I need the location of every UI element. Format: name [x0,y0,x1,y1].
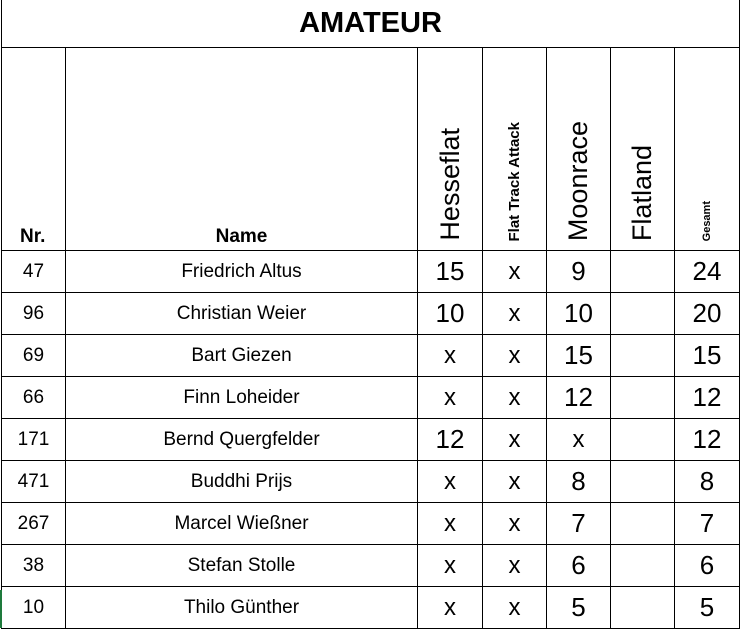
cell-flat-track-attack[interactable]: x [483,503,547,545]
header-hesseflat[interactable] [418,48,483,251]
cell-selection-edge [0,590,2,628]
cell-nr[interactable]: 66 [2,377,66,419]
cell-flatland[interactable] [611,293,675,335]
header-name[interactable]: Name [66,48,418,251]
cell-moonrace[interactable]: 9 [547,251,611,293]
cell-gesamt[interactable]: 15 [675,335,740,377]
header-gesamt-label: Gesamt [701,200,713,241]
cell-nr[interactable]: 171 [2,419,66,461]
cell-flat-track-attack[interactable]: x [483,293,547,335]
table-row [2,503,740,545]
cell-name[interactable]: Buddhi Prijs [66,461,418,503]
cell-moonrace[interactable]: x [547,419,611,461]
header-moonrace-label: Moonrace [563,120,593,241]
cell-flat-track-attack[interactable]: x [483,545,547,587]
cell-hesseflat[interactable]: 12 [418,419,483,461]
table-row [2,377,740,419]
cell-hesseflat[interactable]: x [418,587,483,629]
cell-nr[interactable]: 38 [2,545,66,587]
table-row [2,461,740,503]
cell-gesamt[interactable]: 6 [675,545,740,587]
table-row [2,335,740,377]
cell-hesseflat[interactable]: x [418,461,483,503]
cell-flatland[interactable] [611,251,675,293]
cell-hesseflat[interactable]: x [418,335,483,377]
cell-name[interactable]: Stefan Stolle [66,545,418,587]
cell-hesseflat[interactable]: 10 [418,293,483,335]
cell-gesamt[interactable]: 12 [675,419,740,461]
cell-flatland[interactable] [611,587,675,629]
header-moonrace[interactable] [547,48,611,251]
cell-hesseflat[interactable]: x [418,377,483,419]
header-row [2,48,740,251]
cell-gesamt[interactable]: 7 [675,503,740,545]
cell-nr[interactable]: 47 [2,251,66,293]
header-flatland[interactable] [611,48,675,251]
cell-gesamt[interactable]: 20 [675,293,740,335]
cell-moonrace[interactable]: 6 [547,545,611,587]
cell-flat-track-attack[interactable]: x [483,587,547,629]
cell-nr[interactable]: 69 [2,335,66,377]
cell-nr[interactable]: 471 [2,461,66,503]
cell-moonrace[interactable]: 15 [547,335,611,377]
cell-nr[interactable]: 10 [2,587,66,629]
cell-moonrace[interactable]: 8 [547,461,611,503]
cell-flatland[interactable] [611,377,675,419]
cell-flat-track-attack[interactable]: x [483,335,547,377]
cell-name[interactable]: Finn Loheider [66,377,418,419]
cell-gesamt[interactable]: 8 [675,461,740,503]
header-flat-track-attack[interactable] [483,48,547,251]
cell-name[interactable]: Friedrich Altus [66,251,418,293]
cell-flatland[interactable] [611,545,675,587]
cell-hesseflat[interactable]: x [418,545,483,587]
table-row [2,545,740,587]
cell-moonrace[interactable]: 10 [547,293,611,335]
header-gesamt[interactable] [675,48,740,251]
cell-gesamt[interactable]: 24 [675,251,740,293]
table-row [2,419,740,461]
cell-flatland[interactable] [611,335,675,377]
cell-flatland[interactable] [611,419,675,461]
cell-gesamt[interactable]: 5 [675,587,740,629]
table-title[interactable]: AMATEUR [2,0,740,48]
title-row [2,0,740,48]
header-nr[interactable]: Nr. [2,48,66,251]
cell-moonrace[interactable]: 7 [547,503,611,545]
cell-nr[interactable]: 96 [2,293,66,335]
cell-moonrace[interactable]: 12 [547,377,611,419]
cell-nr[interactable]: 267 [2,503,66,545]
cell-name[interactable]: Marcel Wießner [66,503,418,545]
header-flat-track-attack-label: Flat Track Attack [506,121,523,241]
cell-name[interactable]: Christian Weier [66,293,418,335]
header-flatland-label: Flatland [627,144,657,241]
cell-flat-track-attack[interactable]: x [483,461,547,503]
cell-moonrace[interactable]: 5 [547,587,611,629]
cell-gesamt[interactable]: 12 [675,377,740,419]
cell-flatland[interactable] [611,503,675,545]
table-row [2,251,740,293]
cell-name[interactable]: Bart Giezen [66,335,418,377]
table-row [2,587,740,629]
cell-hesseflat[interactable]: x [418,503,483,545]
header-hesseflat-label: Hesseflat [434,128,465,241]
table-row [2,293,740,335]
cell-flat-track-attack[interactable]: x [483,377,547,419]
cell-name[interactable]: Thilo Günther [66,587,418,629]
cell-flatland[interactable] [611,461,675,503]
cell-hesseflat[interactable]: 15 [418,251,483,293]
cell-flat-track-attack[interactable]: x [483,251,547,293]
cell-name[interactable]: Bernd Quergfelder [66,419,418,461]
results-table [1,0,740,629]
cell-flat-track-attack[interactable]: x [483,419,547,461]
